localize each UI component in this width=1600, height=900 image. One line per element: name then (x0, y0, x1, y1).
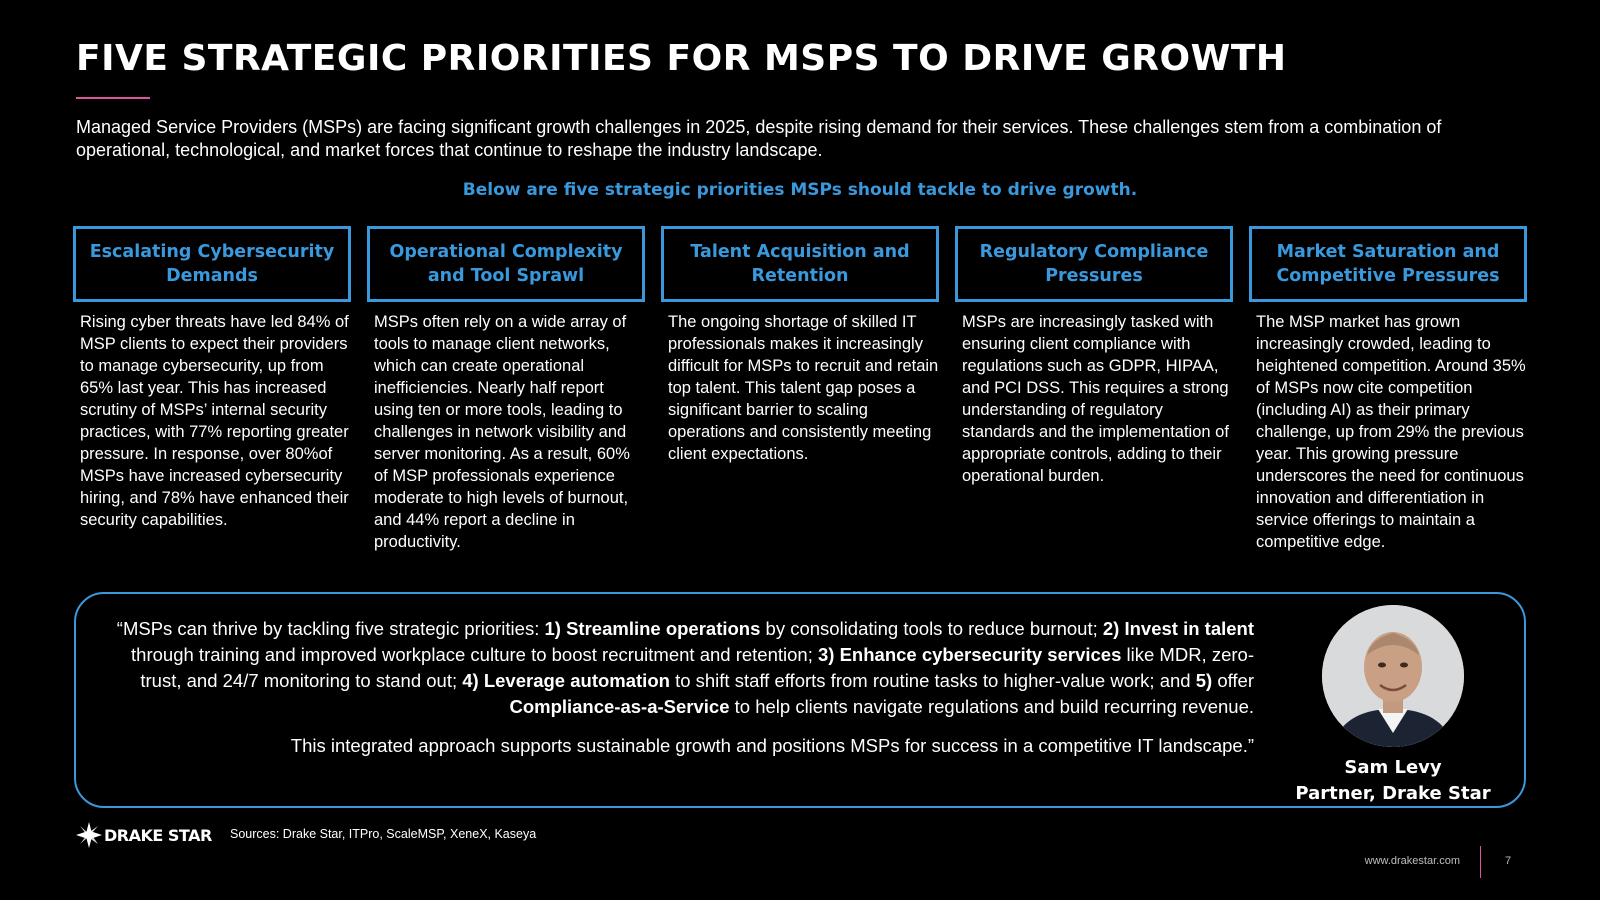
title-underline (76, 97, 150, 99)
quote-text: “MSPs can thrive by tackling five strategic priorities: 1) Streamline operations by consolidating tools to reduce burnout; 2) Invest in talent through training and improved workplace culture to boost recruitment and retention; 3) Enhance cybersecurity services like MDR, zero-trust, and 24/7 monitoring to stand out; 4) Leverage automation to shift staff efforts from routine tasks to higher-value work; and 5) offer Compliance-as-a-Service to help clients navigate regulations and build recurring revenue. (116, 618, 1254, 717)
priority-body-regulatory: MSPs are increasingly tasked with ensuring client compliance with regulations such as GDPR, HIPAA, and PCI DSS. This requires a strong understanding of regulatory standards and the implementation of appropriate controls, adding to their operational burden. (962, 313, 1229, 485)
person-role: Partner, Drake Star (1295, 783, 1491, 804)
priority-body-talent: The ongoing shortage of skilled IT professionals makes it increasingly difficult for MSPs to recruit and retain top talent. This talent gap poses a significant barrier to scaling operations and consistently meeting client expectations. (668, 313, 939, 463)
intro-paragraph: Managed Service Providers (MSPs) are facing significant growth challenges in 2025, despite rising demand for their services. These challenges stem from a combination of operational, technological, and market forces that continue to reshape the industry landscape. (76, 117, 1442, 160)
priority-body-market: The MSP market has grown increasingly crowded, leading to heightened competition. Around 35% of MSPs now cite competition (including AI) as their primary challenge, up from 29% the previous year. This growing pressure underscores the need for continuous innovation and differentiation in service offerings to maintain a competitive edge. (1256, 313, 1526, 551)
priority-heading-talent: Talent Acquisition and Retention (661, 226, 939, 302)
star-icon (76, 822, 102, 848)
quote-closing: This integrated approach supports sustainable growth and positions MSPs for success in a competitive IT landscape.” (290, 735, 1254, 756)
priority-body-operational: MSPs often rely on a wide array of tools to manage client networks, which can create operational inefficiencies. Nearly half report using ten or more tools, leading to challenges in network visibility and server monitoring. As a result, 60% of MSP professionals experience moderate to high levels of burnout, and 44% report a decline in productivity. (374, 313, 630, 551)
website-link[interactable]: www.drakestar.com (1364, 855, 1460, 867)
footer-divider (1480, 846, 1481, 878)
priority-heading-cybersecurity: Escalating Cybersecurity Demands (73, 226, 351, 302)
logo-text: DRAKE STAR (104, 825, 212, 845)
sources-note: Sources: Drake Star, ITPro, ScaleMSP, XeneX, Kaseya (230, 827, 537, 841)
person-name: Sam Levy (1344, 757, 1442, 778)
priority-heading-regulatory: Regulatory Compliance Pressures (955, 226, 1233, 302)
drake-star-logo[interactable] (76, 822, 212, 848)
priority-body-cybersecurity: Rising cyber threats have led 84% of MSP clients to expect their providers to manage cybersecurity, up from 65% last year. This has increased scrutiny of MSPs’ internal security practices, with 77% reporting greater pressure. In response, over 80%of MSPs have increased cybersecurity hiring, and 78% have enhanced their security capabilities. (80, 313, 349, 529)
page-title: FIVE STRATEGIC PRIORITIES FOR MSPS TO DRIVE GROWTH (76, 38, 1287, 79)
page-number: 7 (1505, 855, 1512, 867)
section-subheading: Below are five strategic priorities MSPs should tackle to drive growth. (462, 180, 1138, 200)
priority-heading-market: Market Saturation and Competitive Pressures (1249, 226, 1527, 302)
avatar (1322, 605, 1464, 747)
priority-heading-operational: Operational Complexity and Tool Sprawl (367, 226, 645, 302)
